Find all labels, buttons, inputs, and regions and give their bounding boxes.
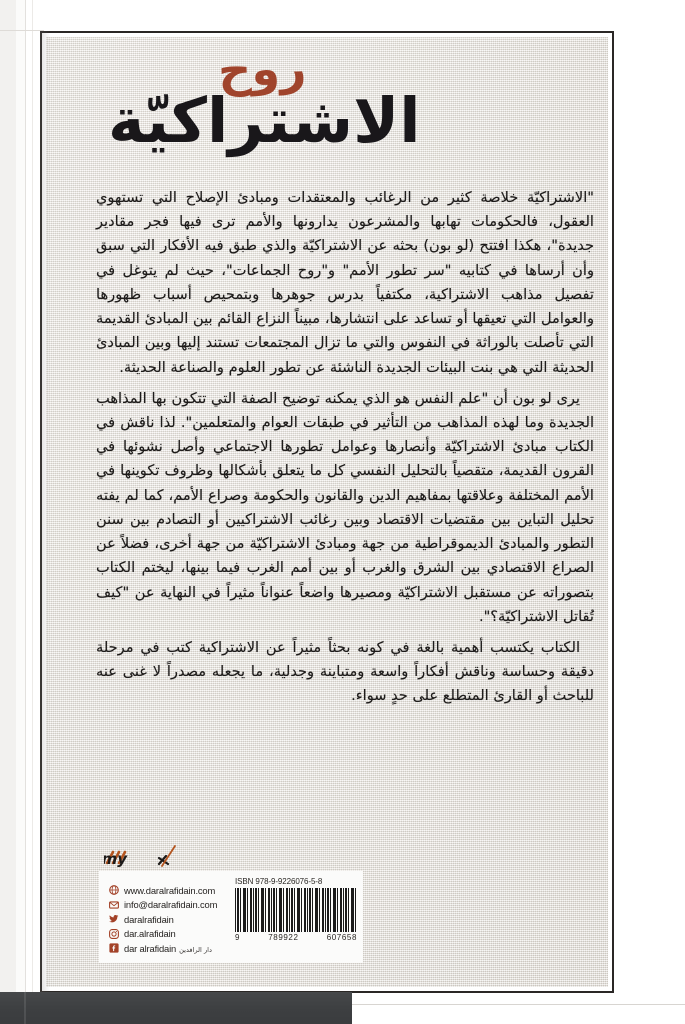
back-cover-blurb	[96, 186, 594, 709]
isbn-text	[235, 877, 357, 886]
scanner-lid-notch	[24, 992, 26, 1024]
scan-edge-line-left	[25, 0, 26, 1024]
isbn-contact-label	[99, 871, 363, 963]
contact-row-twitter[interactable]	[109, 912, 233, 927]
publisher-logo	[104, 843, 190, 873]
contact-website-text: www.daralrafidain.com	[124, 884, 216, 896]
facebook-icon	[109, 943, 119, 953]
scan-edge-line-top	[0, 30, 44, 31]
svg-text:my: my	[104, 850, 127, 868]
scanner-lid-band	[0, 992, 352, 1024]
barcode-block	[233, 876, 357, 942]
barcode-digits	[235, 933, 357, 942]
isbn-label: ISBN	[235, 877, 254, 886]
barcode-digit-left: 9	[235, 933, 241, 942]
contact-row-facebook[interactable]	[109, 941, 233, 956]
contact-twitter-text: daralrafidain	[124, 913, 174, 925]
envelope-icon	[109, 900, 119, 910]
barcode-digit-group-2: 607658	[326, 933, 357, 942]
title-word-ishtirakiyya: الاشتراكيّة	[108, 84, 421, 157]
contact-row-website[interactable]	[109, 883, 233, 898]
contact-list	[109, 883, 233, 956]
twitter-icon	[109, 914, 119, 924]
scan-edge-line-bottom	[352, 1004, 685, 1005]
blurb-paragraph-2: يرى لو بون أن "علم النفس هو الذي يمكنه توضيح الصفة التي تتكون بها المذاهب الجديدة وما لهذه المذاهب من التأثير في طبقات العوام والمتعلمين". لذا ناقش في الكتاب مبادئ الاشتراكيّة وأنصارها وعوامل تطورها الاجتماعي وأصل نشوئها في القرون القديمة، متقصياً بالتحليل النفسي كل ما يتعلق بأشكالها وظروف تكوينها في الأمم المختلفة وعلاقتها بمفاهيم الدين والقانون والحكومة وصراع الأمم، كما لم يفته تحليل التباين بين مقتضيات الاقتصاد وبين رغائب الاشتراكيين أو التصادم بين سنن التطور والمبادئ الديموقراطية من جهة ومبادئ الاشتراكيّة من جهة أخرى، فضلاً عن الصراع الاقتصادي بين الشرق والغرب أو بين أمم الغرب فيما بينها، ليختم الكتاب بتصوراته عن مستقبل الاشتراكيّة ومصيرها واضعاً عنواناً مثيراً في النهاية عن "كيف تُقاتل الاشتراكيّة؟".	[96, 389, 594, 625]
globe-icon	[109, 885, 119, 895]
contact-facebook-arabic: دار الرافدين	[179, 945, 212, 954]
contact-row-email[interactable]	[109, 898, 233, 913]
contact-row-instagram[interactable]	[109, 927, 233, 942]
scan-edge-line-inner	[32, 0, 33, 1024]
title-word-rooh: روح	[217, 40, 308, 98]
instagram-icon	[109, 929, 119, 939]
contact-facebook-text	[124, 943, 212, 954]
contact-instagram-text: dar.alrafidain	[124, 928, 176, 940]
blurb-paragraph-3: الكتاب يكتسب أهمية بالغة في كونه بحثاً مثيراً عن الاشتراكية كتب في مرحلة دقيقة وحساسة وناقش أفكاراً واسعة ومتباينة وجدلية، ما يجعله مصدراً لا غنى عنه للباحث أو القارئ المتطلع على حدٍ سواء.	[96, 638, 594, 705]
book-title	[46, 38, 446, 183]
barcode-bars	[235, 888, 357, 932]
isbn-value: 978-9-9226076-5-8	[255, 877, 323, 886]
contact-email-text: info@daralrafidain.com	[124, 899, 218, 911]
barcode-digit-group-1: 789922	[268, 933, 299, 942]
contact-facebook-handle: dar alrafidain	[124, 942, 177, 954]
blurb-paragraph-1: "الاشتراكيّة خلاصة كثير من الرغائب والمعتقدات ومبادئ الإصلاح التي تستهوي العقول، فالحكومات تهابها والمشرعون يدارونها والأمم ترى فيها فجر مقادير جديدة"، هكذا افتتح (لو بون) بحثه عن الاشتراكيّة والذي طبق فيه الأفكار التي سبق وأن أرساها في كتابيه "سر تطور الأمم" و"روح الجماعات"، حيث لم يتوغل في تفصيل مذاهب الاشتراكية، مكتفياً بدرس جوهرها وبتمحيص أسباب ظهورها والعوامل التي تعيقها أو تساعد على انتشارها، مبيناً النزاع القائم بين المبادئ القديمة التي تأصلت بالوراثة في النفوس والتي ما تزال المجتمعات تستند إليها وبين المبادئ الحديثة التي هي بنت البيئات الجديدة الناشئة عن تطور العلوم والصناعة الحديثة.	[96, 189, 594, 376]
